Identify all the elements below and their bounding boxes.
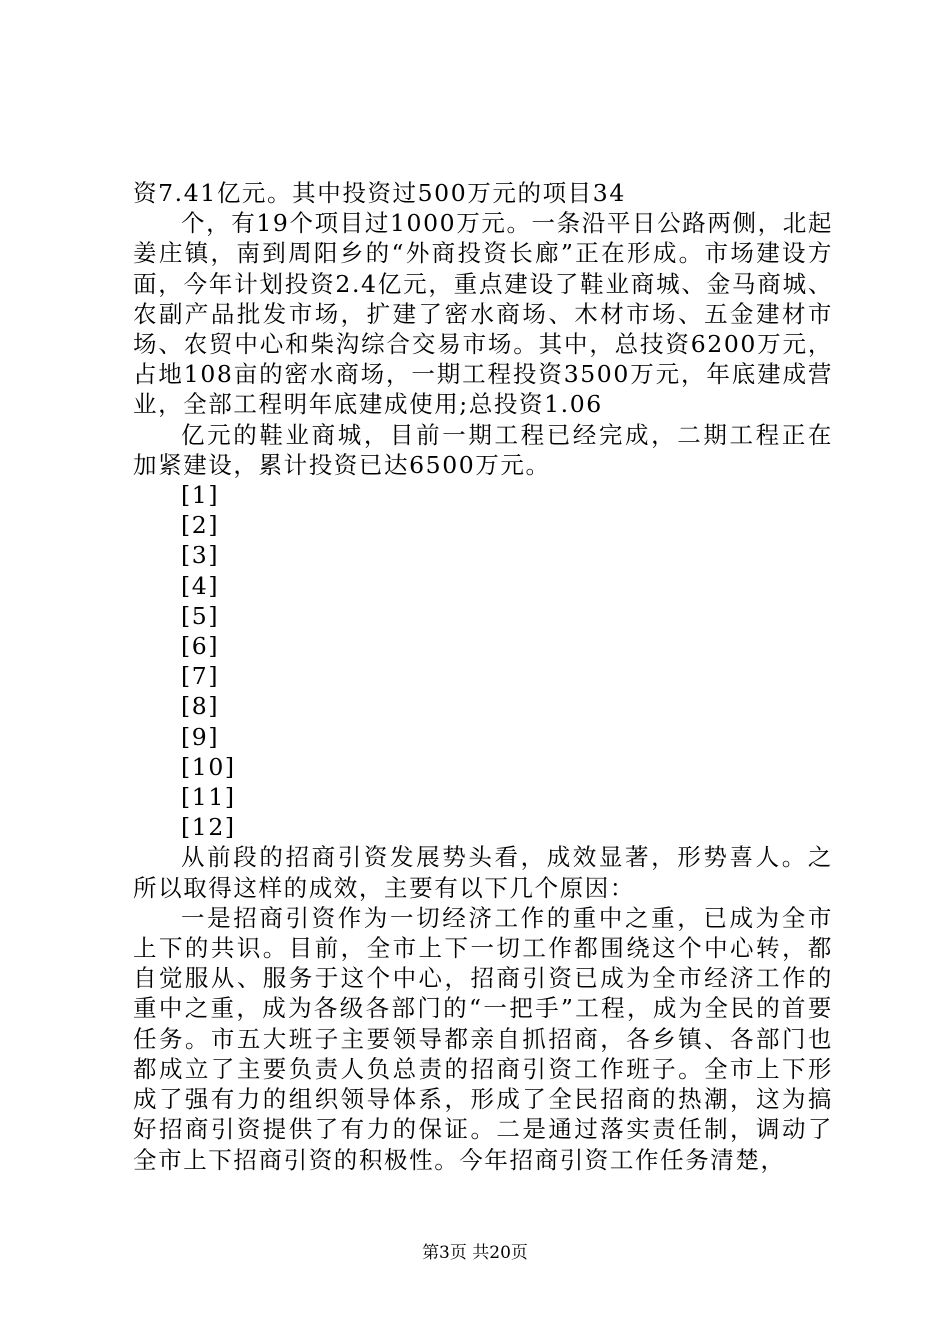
reference-marker: [9] bbox=[181, 722, 220, 751]
paragraph-2: 个，有19个项目过1000万元。一条沿平日公路两侧，北起姜庄镇，南到周阳乡的“外商投资长廊”正在形成。市场建设方面，今年计划投资2.4亿元，重点建设了鞋业商城、金马商城、农副产品批发市场，扩建了密水商场、木材市场、五金建材市场、农贸中心和柴沟综合交易市场。其中，总技资6200万元，占地108亩的密水商场，一期工程投资3500万元，年底建成营业，全部工程明年底建成使用;总投资1.06 bbox=[133, 209, 833, 419]
paragraph-1: 资7.41亿元。其中投资过500万元的项目34 bbox=[133, 179, 626, 207]
reference-marker: [1] bbox=[181, 481, 220, 510]
reference-marker: [8] bbox=[181, 692, 220, 721]
reference-marker: [2] bbox=[181, 511, 220, 540]
document-body bbox=[133, 178, 833, 1175]
paragraph-3: 亿元的鞋业商城，目前一期工程已经完成，二期工程正在加紧建设，累计投资已达6500万元。 bbox=[133, 420, 833, 479]
paragraph-4: 从前段的招商引资发展势头看，成效显著，形势喜人。之所以取得这样的成效，主要有以下几个原因： bbox=[133, 843, 833, 902]
paragraph-5: 一是招商引资作为一切经济工作的重中之重，已成为全市上下的共识。目前，全市上下一切工作都围绕这个中心转，都自觉服从、服务于这个中心，招商引资已成为全市经济工作的重中之重，成为各级各部门的“一把手”工程，成为全民的首要任务。市五大班子主要领导都亲自抓招商，各乡镇、各部门也都成立了主要负责人负总责的招商引资工作班子。全市上下形成了强有力的组织领导体系，形成了全民招商的热潮，这为搞好招商引资提供了有力的保证。二是通过落实责任制，调动了全市上下招商引资的积极性。今年招商引资工作任务清楚， bbox=[133, 903, 833, 1174]
reference-marker: [12] bbox=[181, 813, 236, 842]
reference-marker: [3] bbox=[181, 541, 220, 570]
page-number-footer: 第3页 共20页 bbox=[422, 1243, 528, 1263]
reference-marker: [11] bbox=[181, 783, 236, 812]
reference-marker: [6] bbox=[181, 632, 220, 661]
reference-marker: [10] bbox=[181, 752, 236, 781]
reference-marker: [7] bbox=[181, 662, 220, 691]
reference-marker: [5] bbox=[181, 601, 220, 630]
reference-marker: [4] bbox=[181, 571, 220, 600]
